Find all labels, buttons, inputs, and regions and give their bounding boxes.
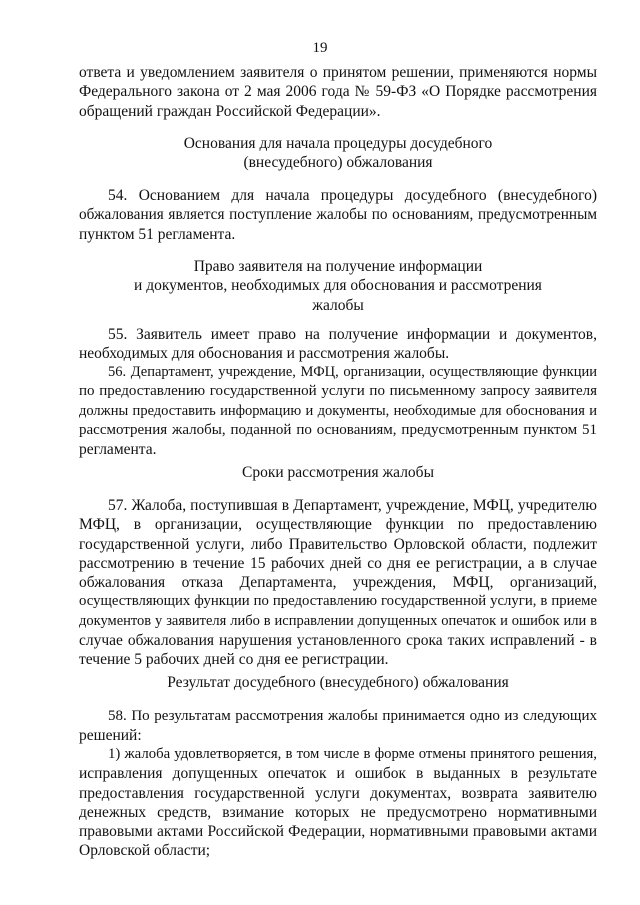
text-line: Федерального закона от 2 мая 2006 года № 59-ФЗ «О Порядке рассмотрения: [79, 83, 597, 101]
text-line: осуществляющих функции по предоставлению государственной услуги, в приеме: [79, 593, 597, 610]
title-line: жалобы: [312, 296, 364, 314]
text-line: документов у заявителя либо в исправлении допущенных опечаток и ошибок или в: [79, 612, 597, 629]
text-line: Орловской области;: [79, 842, 211, 860]
text-line: 55. Заявитель имеет право на получение информации и документов,: [108, 326, 597, 343]
text-line: случае обжалования нарушения установленного срока таких исправлений - в: [79, 632, 597, 650]
text-line: государственной услуги, либо Правительство Орловской области, подлежит: [79, 535, 597, 553]
text-line: обжалования отказа Департамента, учреждения, МФЦ, организаций,: [79, 574, 597, 592]
text-line: решений:: [79, 727, 142, 745]
text-line: рассмотрению в течение 15 рабочих дней со дня ее регистрации, а в случае: [79, 554, 597, 572]
text-line: 56. Департамент, учреждение, МФЦ, организации, осуществляющие функции: [108, 364, 597, 380]
text-line: необходимых для обоснования и рассмотрения жалобы.: [79, 345, 450, 363]
title-line: Основания для начала процедуры досудебного: [183, 135, 493, 152]
text-line: денежных средств, взимание которых не предусмотрено нормативными: [79, 803, 597, 821]
text-line: должны предоставить информацию и документы, необходимые для обоснования и: [79, 402, 597, 419]
text-line: 58. По результатам рассмотрения жалобы принимается одно из следующих: [108, 708, 597, 724]
intro-paragraph: [79, 63, 597, 121]
text-line: ответа и уведомлением заявителя о принятом решении, применяются нормы: [79, 64, 597, 81]
title-line: и документов, необходимых для обоснования и рассмотрения: [134, 277, 542, 295]
title-line: Сроки рассмотрения жалобы: [242, 464, 434, 481]
section-title-grounds: [79, 134, 597, 173]
paragraph-56: [79, 363, 597, 459]
text-line: предоставления государственной услуги документах, возврата заявителю: [79, 784, 597, 802]
text-line: 57. Жалоба, поступившая в Департамент, учреждение, МФЦ, учредителю: [108, 497, 597, 514]
section-title-rights: [79, 257, 597, 315]
text-line: по предоставлению государственной услуги по письменному запросу заявителя: [79, 383, 597, 400]
text-line: правовыми актами Российской Федерации, нормативными правовыми актами: [79, 823, 597, 841]
text-line: течение 5 рабочих дней со дня ее регистрации.: [79, 651, 389, 669]
title-line: Результат досудебного (внесудебного) обжалования: [167, 674, 509, 691]
text-line: 1) жалоба удовлетворяется, в том числе в форме отмены принятого решения,: [108, 746, 597, 762]
paragraph-58-item-1: [79, 745, 597, 861]
paragraph-57: [79, 496, 597, 670]
text-line: регламента.: [79, 441, 157, 459]
title-line: Право заявителя на получение информации: [193, 258, 483, 275]
section-title-terms: [79, 463, 597, 482]
page-number: 19: [312, 40, 328, 56]
text-line: обжалования является поступление жалобы по основаниям, предусмотренным: [79, 206, 597, 224]
title-line: (внесудебного) обжалования: [243, 154, 433, 172]
paragraph-58: [79, 707, 597, 746]
text-line: МФЦ, в организации, осуществляющие функции по предоставлению: [79, 516, 597, 534]
text-line: пунктом 51 регламента.: [79, 225, 236, 243]
text-line: рассмотрения жалобы, поданной по основаниям, предусмотренным пунктом 51: [79, 421, 597, 438]
paragraph-54: [79, 186, 597, 244]
text-line: обращений граждан Российской Федерации».: [79, 102, 381, 120]
text-line: 54. Основанием для начала процедуры досудебного (внесудебного): [108, 187, 597, 204]
text-line: исправления допущенных опечаток и ошибок в выданных в результате: [79, 765, 597, 783]
section-title-result: [79, 673, 597, 692]
paragraph-55: [79, 325, 597, 364]
